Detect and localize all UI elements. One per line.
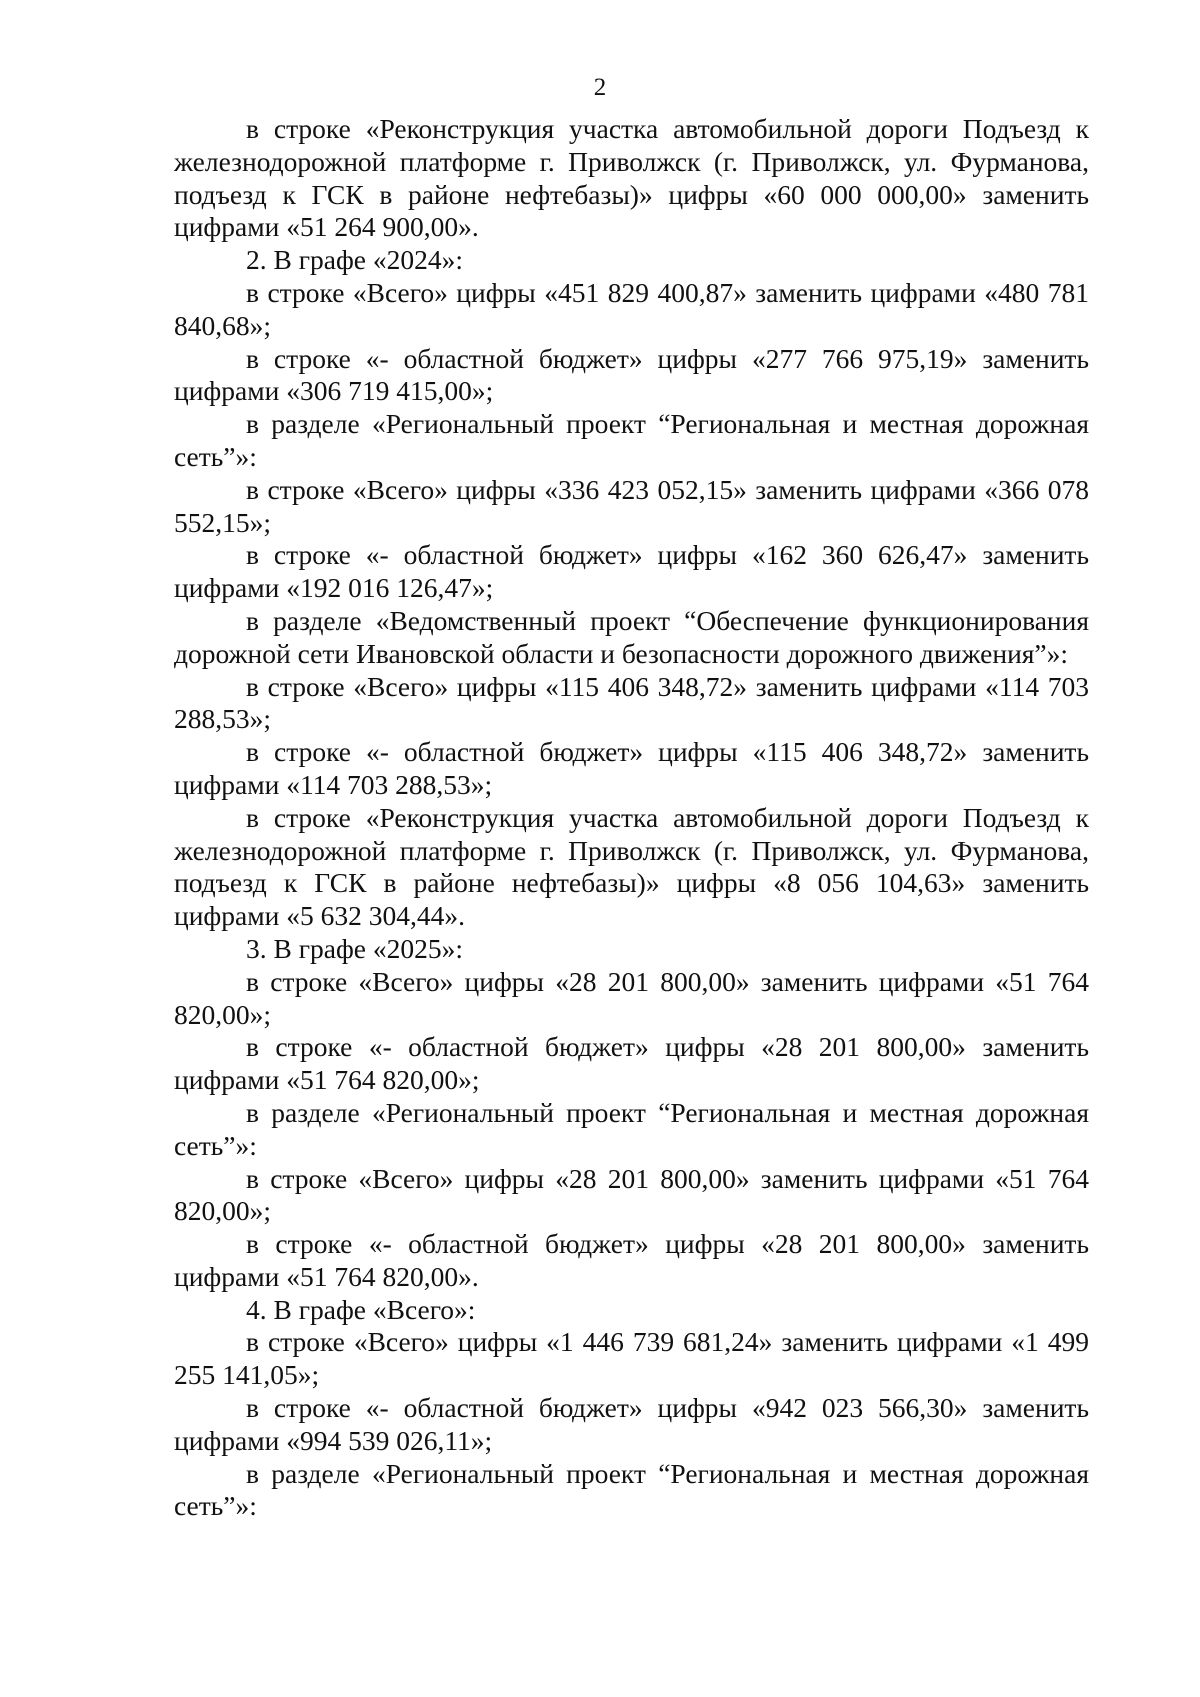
paragraph: 2. В графе «2024»:	[246, 244, 463, 276]
paragraph: в разделе «Региональный проект “Региональная и местная дорожная сеть”»:	[174, 408, 1089, 472]
page-number: 2	[593, 74, 607, 101]
paragraph: в строке «Всего» цифры «115 406 348,72» заменить цифрами «114 703 288,53»;	[174, 670, 1089, 735]
paragraph: в строке «Реконструкция участка автомобильной дороги Подъезд к железнодорожной платформе г. Приволжск (г. Приволжск, ул. Фурманова, подъезд к ГСК в районе нефтебазы)» цифры «60 000 000,00» заменить цифрами «51 264 900,00».	[174, 113, 1089, 243]
paragraph: в строке «Всего» цифры «451 829 400,87» заменить цифрами «480 781 840,68»;	[174, 276, 1089, 341]
paragraph: в строке «Всего» цифры «336 423 052,15» заменить цифрами «366 078 552,15»;	[174, 473, 1089, 538]
paragraph: в строке «Всего» цифры «28 201 800,00» заменить цифрами «51 764 820,00»;	[174, 1162, 1089, 1227]
paragraph: в строке «- областной бюджет» цифры «115 406 348,72» заменить цифрами «114 703 288,53»;	[174, 736, 1089, 800]
paragraph: в строке «Реконструкция участка автомобильной дороги Подъезд к железнодорожной платформе г. Приволжск (г. Приволжск, ул. Фурманова, подъезд к ГСК в районе нефтебазы)» цифры «8 056 104,63» заменить цифрами «5 632 304,44».	[174, 801, 1089, 932]
paragraph: в строке «- областной бюджет» цифры «277 766 975,19» заменить цифрами «306 719 415,00»;	[174, 342, 1089, 407]
paragraph: в разделе «Региональный проект “Региональная и местная дорожная сеть”»:	[174, 1457, 1089, 1522]
paragraph: в строке «- областной бюджет» цифры «162 360 626,47» заменить цифрами «192 016 126,47»;	[174, 539, 1089, 604]
paragraph: в строке «- областной бюджет» цифры «28 201 800,00» заменить цифрами «51 764 820,00»;	[174, 1031, 1089, 1096]
paragraph: в строке «- областной бюджет» цифры «942 023 566,30» заменить цифрами «994 539 026,11»;	[174, 1392, 1089, 1456]
paragraph: в строке «Всего» цифры «1 446 739 681,24» заменить цифрами «1 499 255 141,05»;	[174, 1326, 1089, 1391]
paragraph: в строке «Всего» цифры «28 201 800,00» заменить цифрами «51 764 820,00»;	[174, 965, 1089, 1030]
document-body	[174, 113, 1089, 1523]
paragraph: 3. В графе «2025»:	[246, 932, 463, 964]
paragraph: в строке «- областной бюджет» цифры «28 201 800,00» заменить цифрами «51 764 820,00».	[174, 1228, 1089, 1292]
paragraph: в разделе «Ведомственный проект “Обеспечение функционирования дорожной сети Ивановской области и безопасности дорожного движения”»:	[174, 604, 1089, 669]
paragraph: 4. В графе «Всего»:	[246, 1293, 476, 1325]
paragraph: в разделе «Региональный проект “Региональная и местная дорожная сеть”»:	[174, 1096, 1089, 1161]
